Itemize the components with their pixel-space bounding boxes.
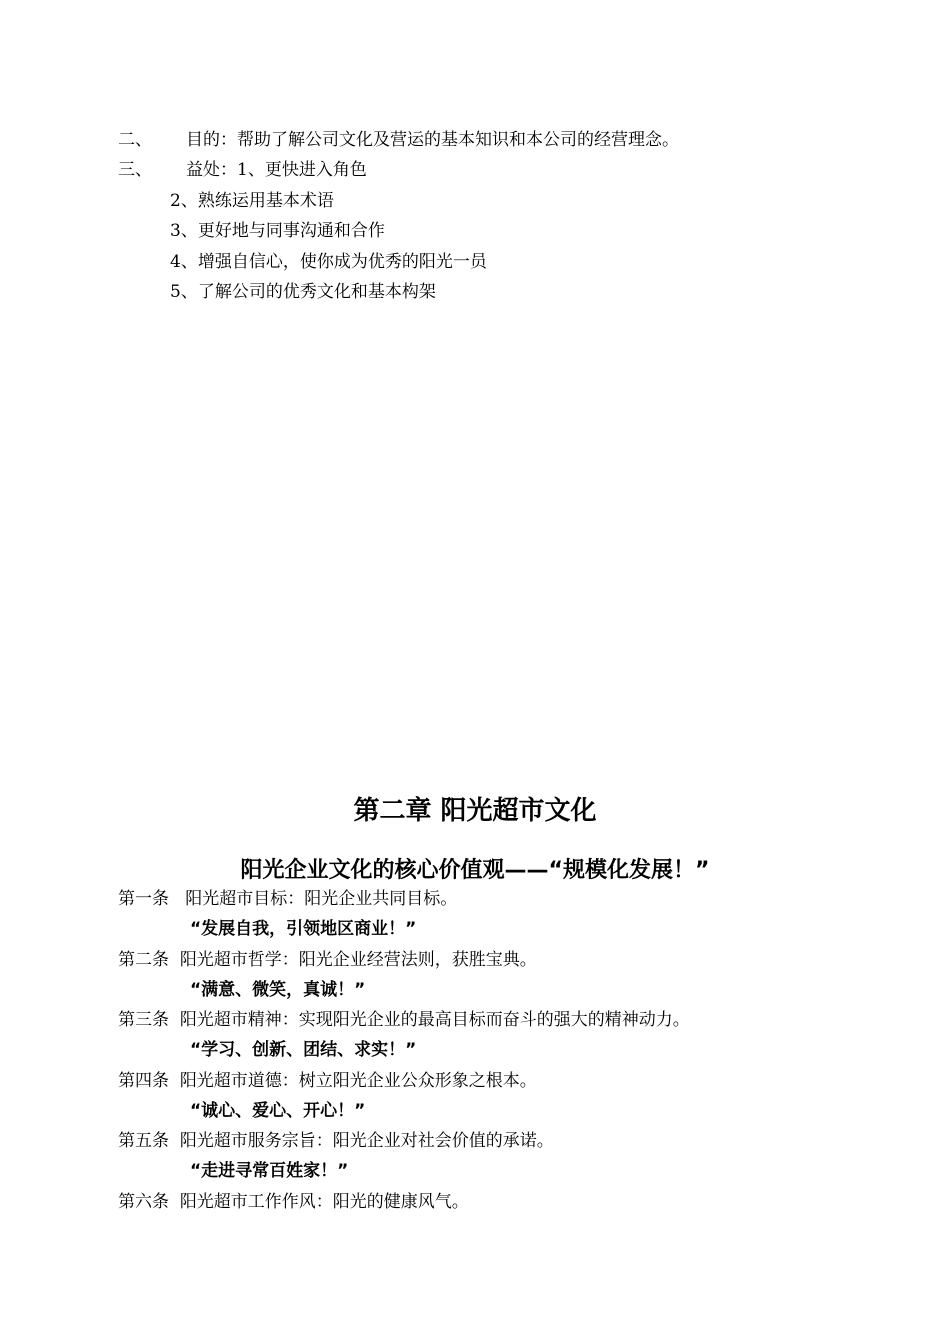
article-slogan: “学习、创新、团结、求实！”: [190, 1040, 417, 1060]
section-number: 二、: [118, 130, 152, 150]
article-text: 阳光超市工作作风：阳光的健康风气。: [179, 1192, 469, 1212]
article-label: 第二条: [118, 950, 169, 970]
article-label: 第三条: [118, 1010, 169, 1030]
purpose-line: [118, 129, 679, 151]
article-slogan: “诚心、爱心、开心！”: [190, 1101, 366, 1121]
article-line: [118, 949, 537, 971]
article-label: 第五条: [118, 1131, 169, 1151]
article-line: [118, 1191, 469, 1213]
article-text: 阳光超市目标：阳光企业共同目标。: [185, 889, 458, 909]
article-label: 第四条: [118, 1071, 169, 1091]
chapter-subtitle: 阳光企业文化的核心价值观——“规模化发展！”: [240, 858, 710, 883]
purpose-text: 目的：帮助了解公司文化及营运的基本知识和本公司的经营理念。: [186, 130, 679, 150]
article-line: [118, 1009, 690, 1031]
benefit-item: 4、增强自信心，使你成为优秀的阳光一员: [170, 252, 487, 272]
article-line: [118, 1070, 537, 1092]
chapter-title: 第二章 阳光超市文化: [353, 796, 597, 826]
article-label: 第六条: [118, 1192, 169, 1212]
benefit-item: 3、更好地与同事沟通和合作: [170, 221, 385, 241]
article-text: 阳光超市道德：树立阳光企业公众形象之根本。: [179, 1071, 537, 1091]
article-slogan: “满意、微笑，真诚！”: [190, 980, 366, 1000]
benefits-line: [118, 159, 367, 181]
benefits-first-item: 益处：1、更快进入角色: [186, 160, 367, 180]
article-line: [118, 1130, 554, 1152]
benefit-item: 2、熟练运用基本术语: [170, 191, 334, 211]
article-label: 第一条: [118, 889, 169, 909]
article-slogan: “发展自我，引领地区商业！”: [190, 919, 417, 939]
article-line: [118, 888, 457, 910]
section-number: 三、: [118, 160, 152, 180]
article-text: 阳光超市哲学：阳光企业经营法则，获胜宝典。: [179, 950, 537, 970]
article-slogan: “走进寻常百姓家！”: [190, 1161, 349, 1181]
article-text: 阳光超市精神：实现阳光企业的最高目标而奋斗的强大的精神动力。: [179, 1010, 690, 1030]
benefit-item: 5、了解公司的优秀文化和基本构架: [170, 282, 436, 302]
article-text: 阳光超市服务宗旨：阳光企业对社会价值的承诺。: [179, 1131, 554, 1151]
